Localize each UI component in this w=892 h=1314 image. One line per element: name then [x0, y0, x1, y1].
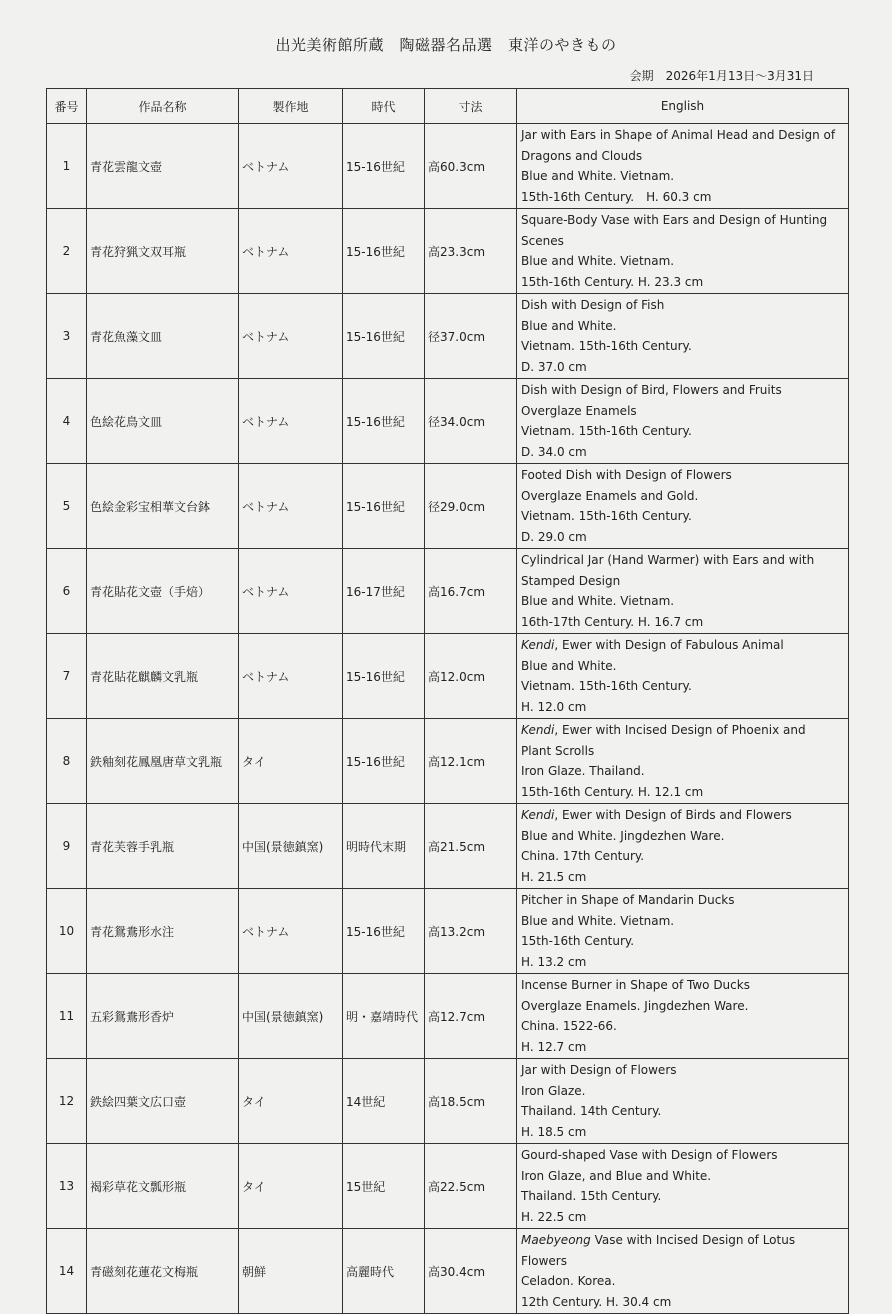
english-line: Dish with Design of Bird, Flowers and Fruits — [521, 383, 782, 397]
english-line — [521, 635, 844, 656]
english-line: Iron Glaze. — [521, 1083, 586, 1098]
english-line: Blue and White. — [521, 658, 617, 673]
row-number: 4 — [47, 379, 87, 464]
english-line: Blue and White. Vietnam. — [521, 254, 675, 268]
english-line: Thailand. 14th Century. — [521, 1104, 662, 1118]
row-number: 13 — [47, 1144, 87, 1229]
english-description — [517, 464, 849, 549]
english-line: H. 12.0 cm — [521, 699, 587, 714]
english-line-text: , Ewer with Incised Design of Phoenix and — [554, 723, 806, 737]
english-line: H. 18.5 cm — [521, 1124, 587, 1139]
dimensions: 高18.5cm — [425, 1059, 517, 1144]
item-name: 青花雲龍文壺 — [87, 124, 239, 209]
english-line: Flowers — [521, 1253, 567, 1268]
item-name: 青花貼花麒麟文乳瓶 — [87, 634, 239, 719]
period-era: 15-16世紀 — [343, 124, 425, 209]
production-place: ベトナム — [239, 294, 343, 379]
english-line: Iron Glaze, and Blue and White. — [521, 1168, 712, 1183]
production-place: ベトナム — [239, 634, 343, 719]
english-line: China. 1522-66. — [521, 1019, 617, 1033]
english-line — [521, 1230, 844, 1251]
period-era: 15-16世紀 — [343, 719, 425, 804]
row-number: 1 — [47, 124, 87, 209]
row-number: 3 — [47, 294, 87, 379]
english-line: China. 17th Century. — [521, 849, 645, 863]
dimensions: 高13.2cm — [425, 889, 517, 974]
english-description — [517, 124, 849, 209]
dimensions: 高30.4cm — [425, 1229, 517, 1314]
english-line: Vietnam. 15th-16th Century. — [521, 339, 692, 353]
english-line: Blue and White. Vietnam. — [521, 913, 675, 928]
header-size: 寸法 — [425, 89, 517, 124]
period-era: 高麗時代 — [343, 1229, 425, 1314]
english-line: Dish with Design of Fish — [521, 298, 665, 312]
production-place: タイ — [239, 719, 343, 804]
english-line: H. 22.5 cm — [521, 1209, 587, 1224]
production-place: 中国(景徳鎮窯) — [239, 804, 343, 889]
english-line: Cylindrical Jar (Hand Warmer) with Ears and with — [521, 553, 815, 567]
item-name: 青磁刻花蓮花文梅瓶 — [87, 1229, 239, 1314]
dimensions: 高23.3cm — [425, 209, 517, 294]
table-row — [47, 804, 849, 889]
english-line: Jar with Ears in Shape of Animal Head and Design of — [521, 128, 836, 142]
english-description — [517, 804, 849, 889]
dimensions: 径37.0cm — [425, 294, 517, 379]
english-line: Plant Scrolls — [521, 743, 595, 758]
english-description — [517, 1229, 849, 1314]
table-row — [47, 1059, 849, 1144]
item-name: 鉄絵四葉文広口壺 — [87, 1059, 239, 1144]
production-place: ベトナム — [239, 209, 343, 294]
dimensions: 高21.5cm — [425, 804, 517, 889]
row-number: 6 — [47, 549, 87, 634]
row-number: 10 — [47, 889, 87, 974]
english-description — [517, 719, 849, 804]
header-english: English — [517, 89, 849, 124]
table-row — [47, 1144, 849, 1229]
english-line: 12th Century. H. 30.4 cm — [521, 1294, 672, 1309]
item-name: 鉄釉刻花鳳凰唐草文乳瓶 — [87, 719, 239, 804]
table-body — [47, 124, 849, 1314]
period-era: 明時代末期 — [343, 804, 425, 889]
english-line: Thailand. 15th Century. — [521, 1189, 662, 1203]
english-line: H. 13.2 cm — [521, 954, 587, 969]
dimensions: 高16.7cm — [425, 549, 517, 634]
table-row — [47, 1229, 849, 1314]
row-number: 11 — [47, 974, 87, 1059]
item-name: 青花魚藻文皿 — [87, 294, 239, 379]
english-line: Overglaze Enamels — [521, 403, 637, 418]
english-description — [517, 889, 849, 974]
table-row — [47, 209, 849, 294]
row-number: 7 — [47, 634, 87, 719]
table-row — [47, 634, 849, 719]
period-era: 15-16世紀 — [343, 464, 425, 549]
item-name: 青花鴛鴦形水注 — [87, 889, 239, 974]
period-era: 15-16世紀 — [343, 294, 425, 379]
english-line: Blue and White. — [521, 318, 617, 333]
row-number: 8 — [47, 719, 87, 804]
english-line: Dragons and Clouds — [521, 148, 643, 163]
english-line: 15th-16th Century. — [521, 934, 635, 948]
english-description — [517, 209, 849, 294]
production-place: タイ — [239, 1059, 343, 1144]
item-name: 青花貼花文壺（手焙） — [87, 549, 239, 634]
production-place: 朝鮮 — [239, 1229, 343, 1314]
english-line: Blue and White. Vietnam. — [521, 594, 675, 608]
english-description — [517, 1144, 849, 1229]
english-line: 16th-17th Century. H. 16.7 cm — [521, 614, 704, 629]
english-line: Gourd-shaped Vase with Design of Flowers — [521, 1148, 778, 1162]
english-line: Incense Burner in Shape of Two Ducks — [521, 978, 750, 992]
row-number: 14 — [47, 1229, 87, 1314]
english-line: Overglaze Enamels and Gold. — [521, 488, 699, 503]
table-row — [47, 124, 849, 209]
item-name: 褐彩草花文瓢形瓶 — [87, 1144, 239, 1229]
english-line-text: , Ewer with Design of Birds and Flowers — [554, 808, 792, 822]
english-line: Vietnam. 15th-16th Century. — [521, 424, 692, 438]
english-line: Footed Dish with Design of Flowers — [521, 468, 732, 482]
english-line: Celadon. Korea. — [521, 1274, 616, 1288]
period-era: 16-17世紀 — [343, 549, 425, 634]
english-line: Blue and White. Jingdezhen Ware. — [521, 828, 725, 843]
english-line — [521, 720, 844, 741]
english-line: Pitcher in Shape of Mandarin Ducks — [521, 893, 735, 907]
english-line: Stamped Design — [521, 573, 621, 588]
english-line-text: Vase with Incised Design of Lotus — [590, 1233, 796, 1247]
english-description — [517, 634, 849, 719]
table-row — [47, 549, 849, 634]
table-row — [47, 974, 849, 1059]
dimensions: 高12.7cm — [425, 974, 517, 1059]
dimensions: 高12.0cm — [425, 634, 517, 719]
english-line: 15th-16th Century. H. 60.3 cm — [521, 189, 712, 204]
period-era: 15世紀 — [343, 1144, 425, 1229]
production-place: ベトナム — [239, 379, 343, 464]
english-line: 15th-16th Century. H. 12.1 cm — [521, 784, 704, 799]
dimensions: 高60.3cm — [425, 124, 517, 209]
item-name: 色絵花鳥文皿 — [87, 379, 239, 464]
item-name: 青花芙蓉手乳瓶 — [87, 804, 239, 889]
period-era: 15-16世紀 — [343, 209, 425, 294]
italic-term: Kendi — [521, 723, 555, 737]
exhibit-table — [46, 88, 849, 1314]
dimensions: 径34.0cm — [425, 379, 517, 464]
english-description — [517, 1059, 849, 1144]
english-description — [517, 974, 849, 1059]
header-name: 作品名称 — [87, 89, 239, 124]
period-era: 15-16世紀 — [343, 889, 425, 974]
english-line: D. 37.0 cm — [521, 359, 587, 374]
english-description — [517, 294, 849, 379]
item-name: 五彩鴛鴦形香炉 — [87, 974, 239, 1059]
english-description — [517, 549, 849, 634]
english-line: Iron Glaze. Thailand. — [521, 764, 645, 778]
english-line: Overglaze Enamels. Jingdezhen Ware. — [521, 998, 749, 1013]
row-number: 9 — [47, 804, 87, 889]
period-era: 14世紀 — [343, 1059, 425, 1144]
production-place: ベトナム — [239, 889, 343, 974]
item-name: 色絵金彩宝相華文台鉢 — [87, 464, 239, 549]
item-name: 青花狩猟文双耳瓶 — [87, 209, 239, 294]
english-line: Scenes — [521, 233, 564, 248]
english-line: D. 34.0 cm — [521, 444, 587, 459]
header-row — [47, 89, 849, 124]
production-place: 中国(景徳鎮窯) — [239, 974, 343, 1059]
english-line: Vietnam. 15th-16th Century. — [521, 509, 692, 523]
production-place: タイ — [239, 1144, 343, 1229]
header-number: 番号 — [47, 89, 87, 124]
english-line-text: , Ewer with Design of Fabulous Animal — [554, 638, 784, 652]
table-row — [47, 294, 849, 379]
production-place: ベトナム — [239, 549, 343, 634]
page-title: 出光美術館所蔵 陶磁器名品選 東洋のやきもの — [275, 36, 617, 54]
english-line: Blue and White. Vietnam. — [521, 169, 675, 183]
production-place: ベトナム — [239, 464, 343, 549]
header-era: 時代 — [343, 89, 425, 124]
english-line: 15th-16th Century. H. 23.3 cm — [521, 274, 704, 289]
table-row — [47, 379, 849, 464]
table-row — [47, 464, 849, 549]
table-row — [47, 719, 849, 804]
row-number: 12 — [47, 1059, 87, 1144]
production-place: ベトナム — [239, 124, 343, 209]
italic-term: Maebyeong — [521, 1233, 591, 1247]
row-number: 5 — [47, 464, 87, 549]
period-era: 15-16世紀 — [343, 379, 425, 464]
english-line: D. 29.0 cm — [521, 529, 587, 544]
english-line: H. 12.7 cm — [521, 1039, 587, 1054]
italic-term: Kendi — [521, 638, 555, 652]
dimensions: 高12.1cm — [425, 719, 517, 804]
english-line — [521, 805, 844, 826]
italic-term: Kendi — [521, 808, 555, 822]
exhibition-period: 会期 2026年1月13日〜3月31日 — [629, 69, 814, 83]
dimensions: 高22.5cm — [425, 1144, 517, 1229]
table-row — [47, 889, 849, 974]
english-line: H. 21.5 cm — [521, 869, 587, 884]
english-line: Square-Body Vase with Ears and Design of Hunting — [521, 213, 828, 227]
english-line: Vietnam. 15th-16th Century. — [521, 679, 692, 693]
row-number: 2 — [47, 209, 87, 294]
header-place: 製作地 — [239, 89, 343, 124]
period-era: 15-16世紀 — [343, 634, 425, 719]
period-era: 明・嘉靖時代 — [343, 974, 425, 1059]
dimensions: 径29.0cm — [425, 464, 517, 549]
english-line: Jar with Design of Flowers — [521, 1063, 677, 1077]
english-description — [517, 379, 849, 464]
